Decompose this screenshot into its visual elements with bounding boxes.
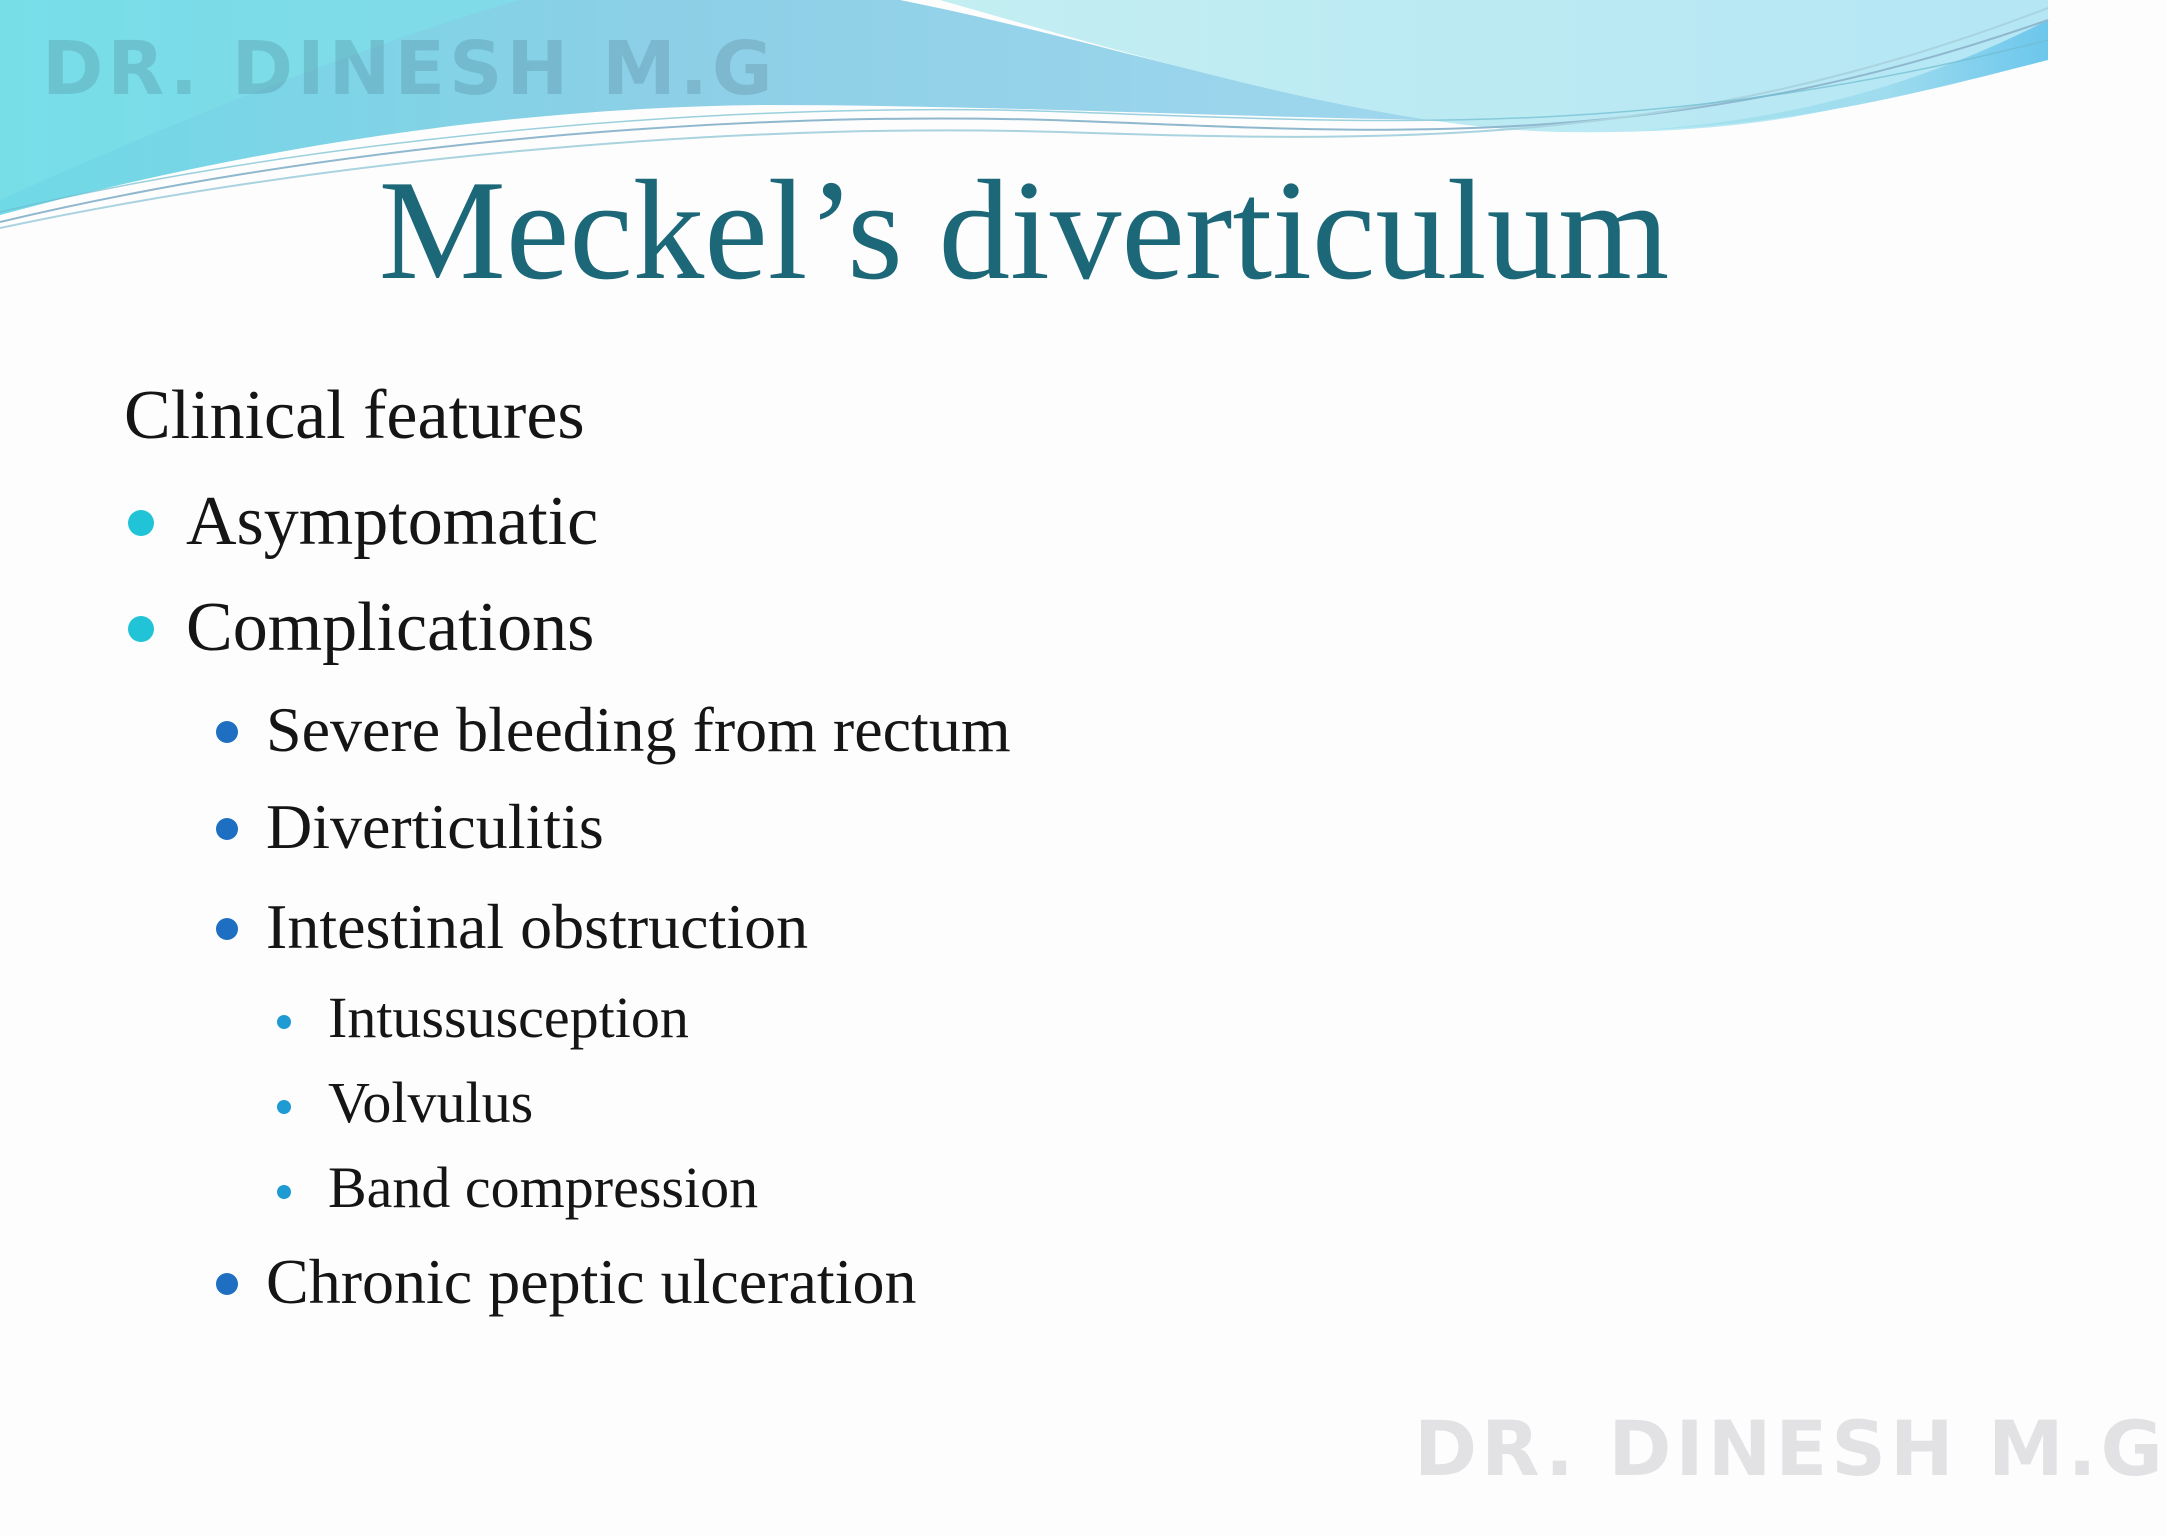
bullet-text: Volvulus <box>328 1070 534 1135</box>
bullet-text: Intestinal obstruction <box>266 891 809 962</box>
bullet-dot-icon <box>128 510 154 536</box>
bullet-text: Complications <box>186 589 595 666</box>
bullet-text: Severe bleeding from rectum <box>266 694 1011 765</box>
bullet-dot-icon <box>277 1100 291 1114</box>
watermark-top: DR. DINESH M.G <box>42 26 777 112</box>
bullet-text: Band compression <box>328 1155 759 1220</box>
watermark-bottom: DR. DINESH M.G <box>1414 1404 2167 1493</box>
bullet-dot-icon <box>277 1015 291 1029</box>
slide-title: Meckel’s diverticulum <box>378 151 1670 309</box>
bullet-text: Chronic peptic ulceration <box>266 1246 917 1317</box>
bullet-dot-icon <box>216 1273 238 1295</box>
bullet-text: Asymptomatic <box>186 483 599 560</box>
section-heading: Clinical features <box>124 377 585 454</box>
bullet-dot-icon <box>128 616 154 642</box>
bullet-dot-icon <box>216 818 238 840</box>
bullet-text: Diverticulitis <box>266 791 604 862</box>
bullet-dot-icon <box>277 1185 291 1199</box>
bullet-text: Intussusception <box>328 985 689 1050</box>
bullet-dot-icon <box>216 918 238 940</box>
bullet-dot-icon <box>216 721 238 743</box>
